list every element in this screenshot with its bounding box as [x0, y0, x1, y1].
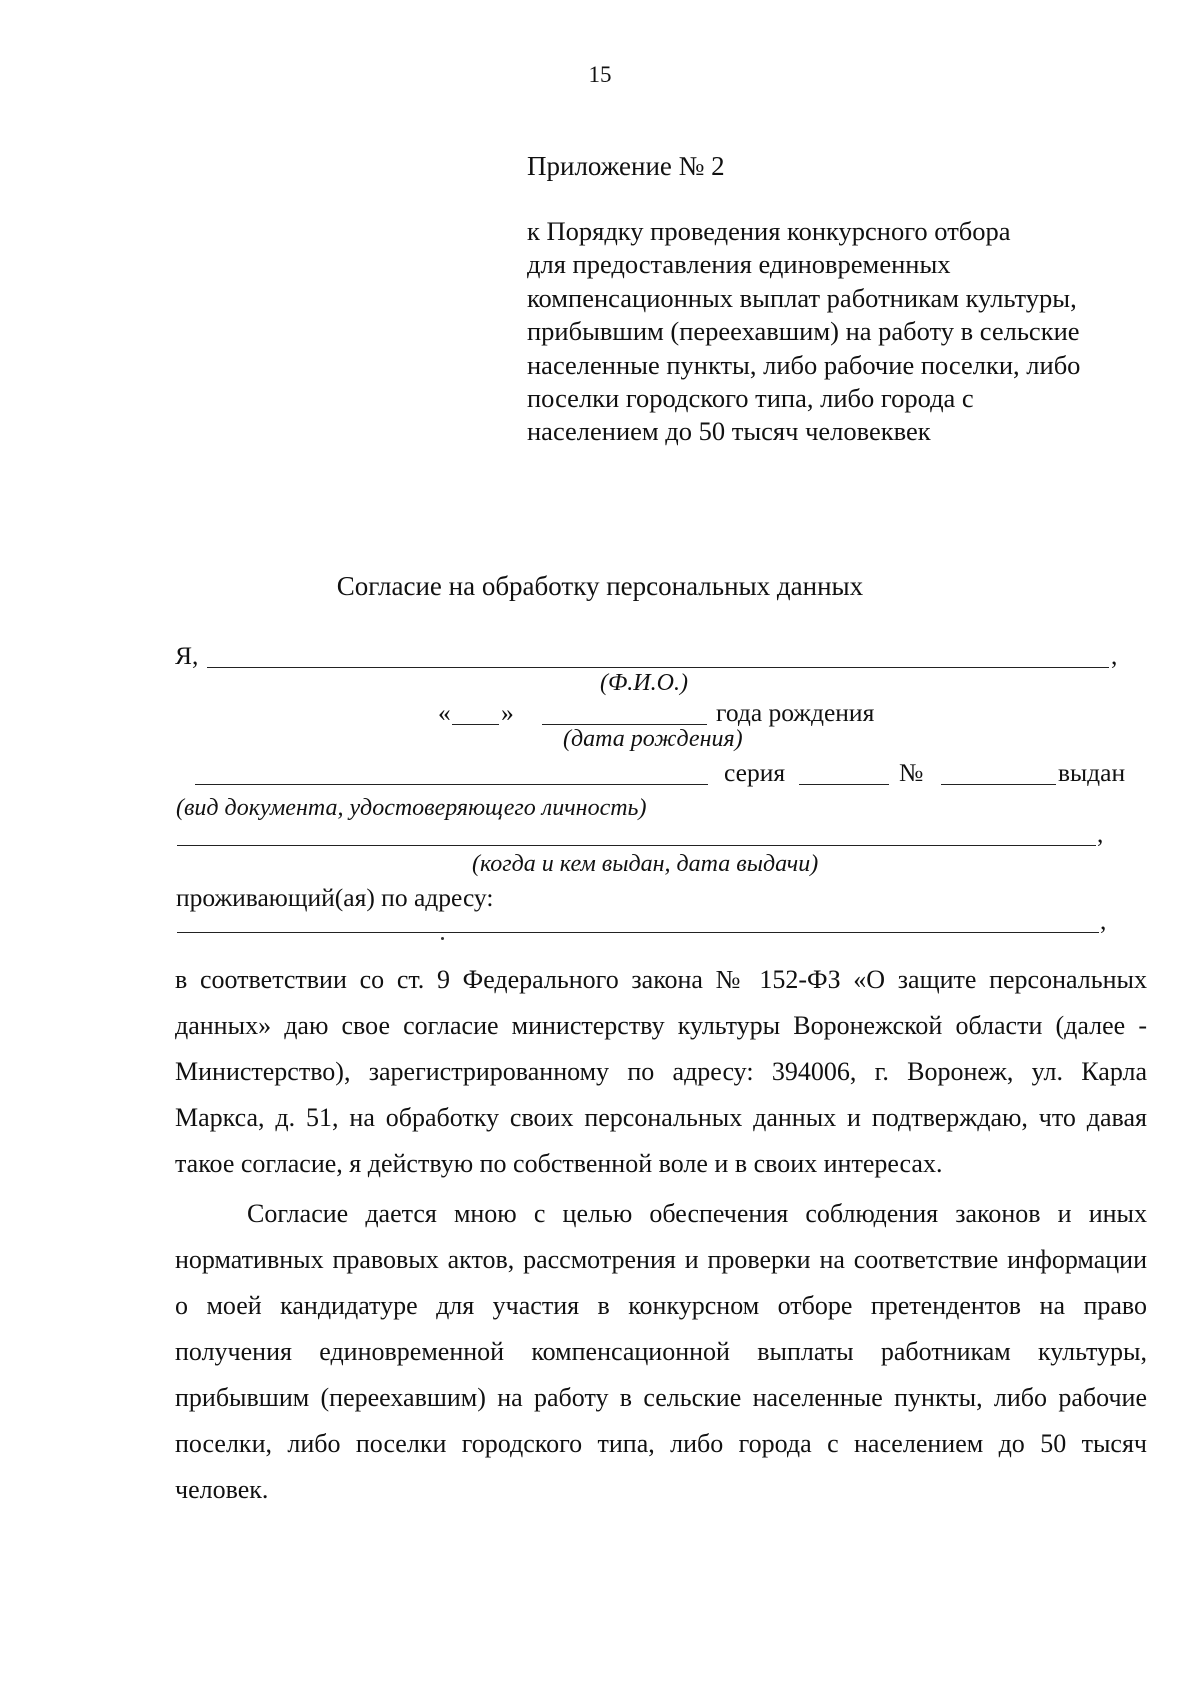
address-underline	[177, 932, 1099, 933]
fio-suffix: ,	[1111, 641, 1118, 670]
birth-date-field[interactable]	[542, 699, 707, 724]
issued-by-hint: (когда и кем выдан, дата выдачи)	[472, 851, 819, 877]
appendix-reference-line: для предоставления единовременных	[527, 249, 951, 280]
birth-suffix: года рождения	[716, 698, 875, 727]
address-suffix: ,	[1100, 906, 1107, 935]
issued-label: выдан	[1058, 758, 1126, 787]
birth-open-quote: «	[438, 698, 451, 727]
series-underline	[799, 784, 889, 785]
issued-by-row	[0, 818, 1200, 850]
appendix-reference	[527, 215, 1080, 449]
appendix-reference-line: поселки городского типа, либо города с	[527, 383, 974, 414]
appendix-title: Приложение № 2	[527, 151, 725, 181]
identity-document-hint: (вид документа, удостоверяющего личность)	[176, 795, 647, 821]
address-field[interactable]	[177, 907, 1099, 932]
fio-field[interactable]	[207, 642, 1109, 667]
identity-document-row	[0, 757, 1200, 789]
birth-day-field[interactable]	[452, 699, 499, 724]
number-label: №	[899, 758, 924, 787]
appendix-reference-line: населением до 50 тысяч человеквек	[527, 416, 931, 447]
stray-dot	[441, 937, 444, 940]
series-field[interactable]	[799, 759, 889, 784]
address-row	[0, 905, 1200, 937]
birth-date-hint: (дата рождения)	[563, 726, 743, 752]
consent-paragraph-1: в соответствии со ст. 9 Федерального закона № 152-ФЗ «О защите персональных данных» даю свое согласие министерству культуры Воронежской области (далее - Министерство), зарегистрированному по адресу: 394006, г. Воронеж, ул. Карла Маркса, д. 51, на обработку своих персональных данных и подтверждаю, что давая такое согласие, я действую по собственной воле и в своих интересах.	[175, 965, 1147, 1178]
doc-type-field[interactable]	[195, 759, 708, 784]
issued-by-field[interactable]	[177, 820, 1096, 845]
birth-day-underline	[452, 724, 499, 725]
number-underline	[941, 784, 1056, 785]
issued-by-suffix: ,	[1097, 819, 1104, 848]
birth-close-quote: »	[501, 698, 514, 727]
page-number: 15	[588, 62, 612, 87]
document-title: Согласие на обработку персональных данных	[336, 571, 864, 601]
consent-paragraph-2: Согласие дается мною с целью обеспечения соблюдения законов и иных нормативных правовых актов, рассмотрения и проверки на соответствие информации о моей кандидатуре для участия в конкурсном отборе претендентов на право получения единовременной компенсационной выплаты работникам культуры, прибывшим (переехавшим) на работу в сельские населенные пункты, либо рабочие поселки, либо поселки городского типа, либо города с населением до 50 тысяч человек.	[175, 1199, 1147, 1504]
fio-hint: (Ф.И.О.)	[600, 670, 688, 696]
fio-prefix: Я,	[175, 641, 199, 670]
number-field[interactable]	[941, 759, 1056, 784]
series-label: серия	[724, 758, 786, 787]
doc-type-underline	[195, 784, 708, 785]
address-label: проживающий(ая) по адресу:	[176, 883, 494, 912]
appendix-reference-line: прибывшим (переехавшим) на работу в сельские	[527, 316, 1080, 347]
issued-by-underline	[177, 845, 1096, 846]
appendix-reference-line: населенные пункты, либо рабочие поселки, либо	[527, 349, 1081, 380]
appendix-reference-line: к Порядку проведения конкурсного отбора	[527, 216, 1011, 246]
appendix-reference-line: компенсационных выплат работникам культуры,	[527, 282, 1077, 313]
